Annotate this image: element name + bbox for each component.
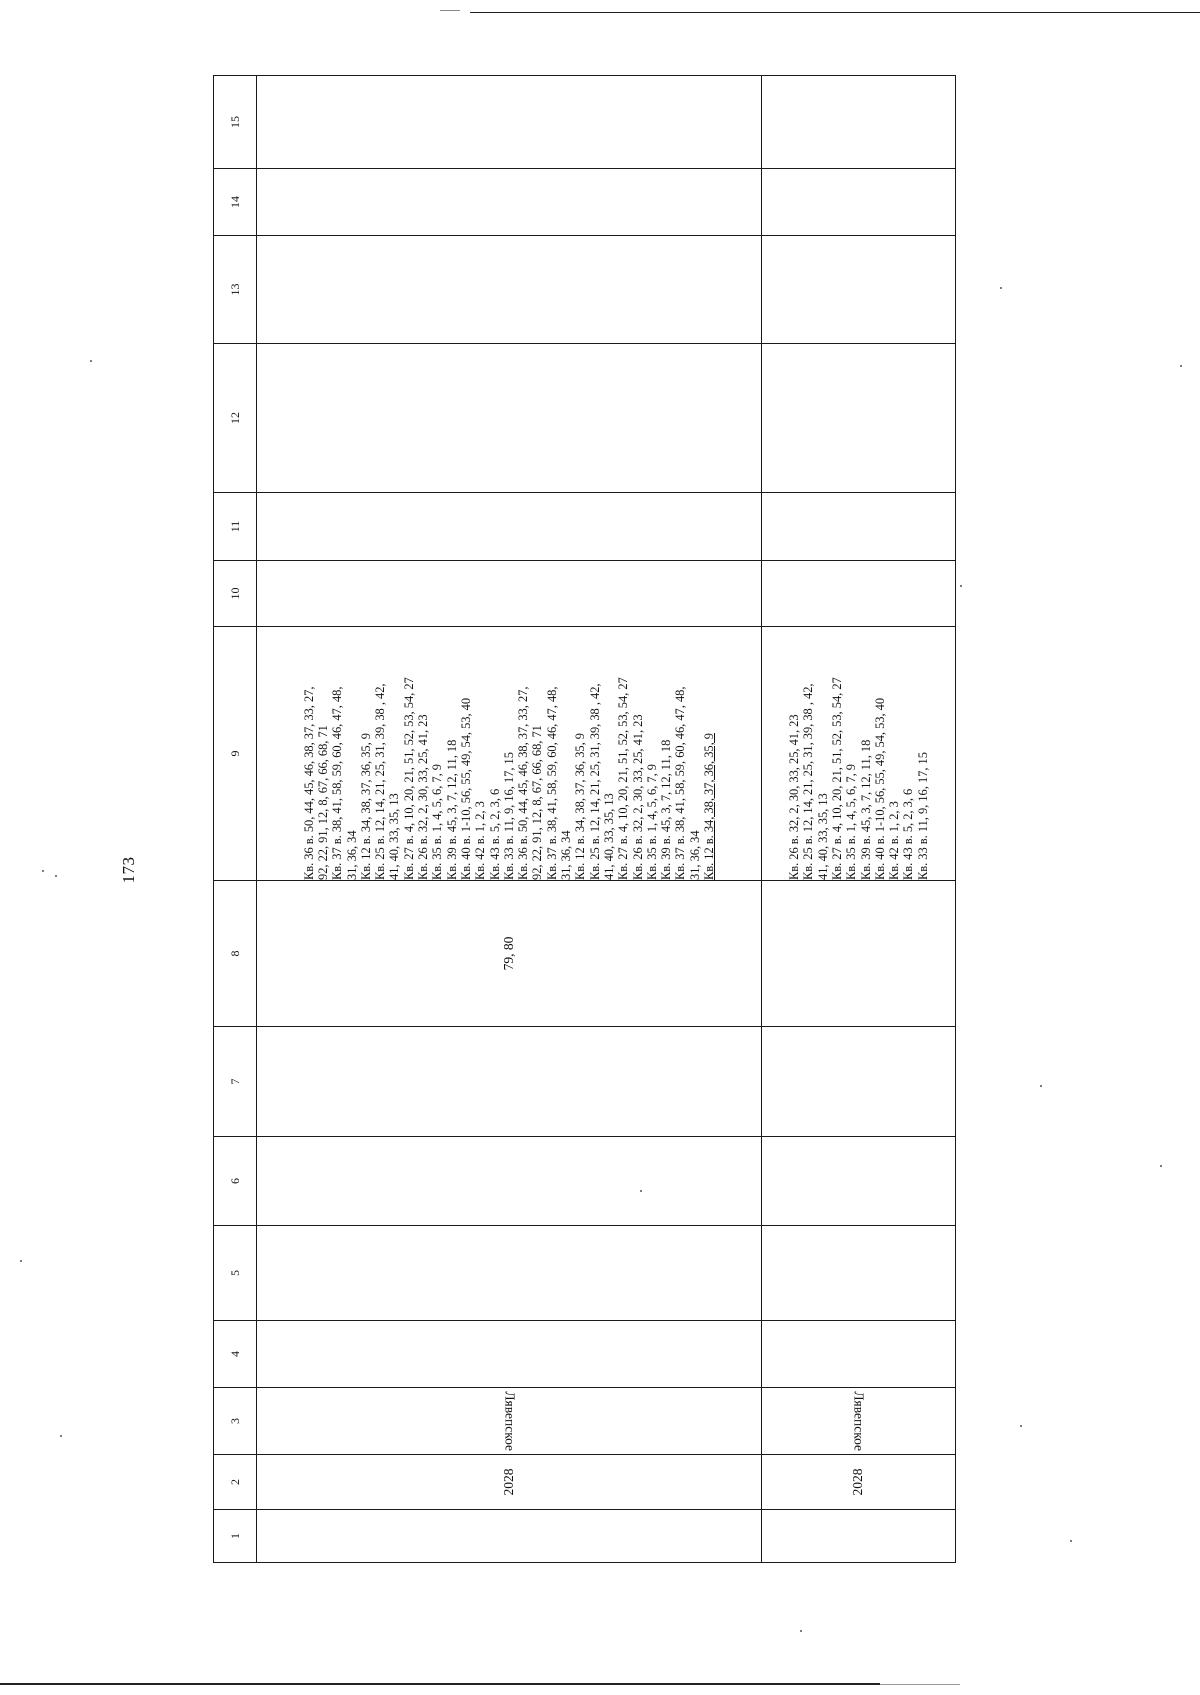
col-number: 6 (214, 1137, 257, 1226)
quarter-line: Кв. 33 в. 11, 9, 16, 17, 15 (501, 752, 516, 880)
quarter-line: Кв. 43 в. 5, 2, 3, 6 (901, 788, 916, 880)
quarter-line: 92, 22, 91, 12, 8, 67, 66, 68, 71 (530, 725, 545, 880)
scan-speck (55, 875, 57, 877)
scan-speck (800, 1630, 802, 1632)
rotated-table-container (213, 116, 956, 1563)
top-edge-line (470, 12, 1200, 13)
col-number: 5 (214, 1226, 257, 1321)
cell-empty (257, 1321, 762, 1388)
quarter-line: Кв. 37 в. 38, 41, 58, 59, 60, 46, 47, 48, (330, 686, 345, 880)
cell-empty (762, 1226, 956, 1321)
quarter-line: Кв. 25 в. 12, 14, 21, 25, 31, 39, 38 , 42, (587, 683, 602, 880)
col-number: 14 (214, 169, 257, 236)
col-number: 4 (214, 1321, 257, 1388)
col-number: 13 (214, 236, 257, 344)
cell-number (257, 1510, 762, 1563)
quarter-line: Кв. 40 в. 1-10, 56, 55, 49, 54, 53, 40 (872, 697, 887, 880)
forestry-name-text: Лявепское (851, 1391, 867, 1451)
cell-empty (762, 344, 956, 493)
scan-speck (1160, 1165, 1162, 1167)
quarter-line: Кв. 25 в. 12, 14, 21, 25, 31, 39, 38 , 42, (801, 683, 816, 880)
scan-speck (1000, 287, 1002, 289)
quarters-list (787, 627, 930, 880)
cell-empty (762, 236, 956, 344)
table-row (762, 76, 956, 1563)
bottom-edge-line-light (880, 1684, 960, 1685)
col-number: 11 (214, 493, 257, 561)
scan-speck (1020, 1425, 1022, 1427)
quarter-line: 31, 36, 34 (344, 830, 359, 880)
quarter-line: Кв. 39 в. 45, 3, 7, 12, 11, 18 (659, 739, 674, 880)
quarter-line: Кв. 35 в. 1, 4, 5, 6, 7, 9 (644, 764, 659, 880)
cell-empty (257, 169, 762, 236)
cell-empty (257, 344, 762, 493)
col-number: 2 (214, 1455, 257, 1510)
cell-empty (762, 1321, 956, 1388)
quarter-line: 31, 36, 34 (687, 830, 702, 880)
cell-empty (257, 1027, 762, 1137)
quarter-line: Кв. 12 в. 34, 38, 37, 36, 35, 9 (358, 733, 373, 880)
quarter-line: 41, 40, 33, 35, 13 (601, 793, 616, 880)
cell-col8 (762, 881, 956, 1027)
cell-empty (257, 493, 762, 561)
cell-quarters (257, 627, 762, 881)
scan-speck (960, 585, 962, 587)
quarter-line: Кв. 33 в. 11, 9, 16, 17, 15 (915, 752, 930, 880)
quarter-line: Кв. 36 в. 50, 44, 45, 46, 38, 37, 33, 27, (516, 686, 531, 880)
col-number: 12 (214, 344, 257, 493)
col-number: 9 (214, 627, 257, 881)
scan-speck (60, 1435, 62, 1437)
cell-empty (257, 236, 762, 344)
register-table (213, 75, 956, 1563)
quarter-line: Кв. 43 в. 5, 2, 3, 6 (487, 788, 502, 880)
forestry-name-text: Лявепское (502, 1391, 518, 1451)
cell-col8: 79, 80 (257, 881, 762, 1027)
quarter-line: Кв. 27 в. 4, 10, 20, 21, 51, 52, 53, 54, 27 (401, 677, 416, 880)
cell-empty (762, 1137, 956, 1226)
quarter-line: Кв. 26 в. 32, 2, 30, 33, 25, 41, 23 (630, 714, 645, 880)
scan-speck (1070, 1540, 1072, 1542)
quarter-line: Кв. 25 в. 12, 14, 21, 25, 31, 39, 38 , 42, (373, 683, 388, 880)
quarter-line: 41, 40, 33, 35, 13 (387, 793, 402, 880)
quarter-line: 31, 36, 34 (559, 830, 574, 880)
quarter-line: Кв. 42 в. 1, 2, 3 (473, 801, 488, 880)
col-number: 1 (214, 1510, 257, 1563)
scan-speck (42, 870, 44, 872)
cell-empty (762, 493, 956, 561)
cell-empty (257, 76, 762, 169)
col-number: 10 (214, 561, 257, 627)
quarter-line: Кв. 27 в. 4, 10, 20, 21, 51, 52, 53, 54, 27 (829, 677, 844, 880)
cell-quarters (762, 627, 956, 881)
quarter-line: 92, 22, 91, 12, 8, 67, 66, 68, 71 (315, 725, 330, 880)
bottom-edge-line (0, 1683, 880, 1685)
scan-speck (1180, 365, 1182, 367)
quarter-line: Кв. 35 в. 1, 4, 5, 6, 7, 9 (844, 764, 859, 880)
cell-year: 2028 (257, 1455, 762, 1510)
quarter-line: Кв. 27 в. 4, 10, 20, 21, 51, 52, 53, 54, 27 (616, 677, 631, 880)
quarter-line: Кв. 37 в. 38, 41, 58, 59, 60, 46, 47, 48, (544, 686, 559, 880)
col-number: 7 (214, 1027, 257, 1137)
quarter-line: Кв. 36 в. 50, 44, 45, 46, 38, 37, 33, 27, (301, 686, 316, 880)
scan-speck (1040, 1085, 1042, 1087)
cell-empty (257, 561, 762, 627)
cell-empty (762, 169, 956, 236)
quarter-line: Кв. 39 в. 45, 3, 7, 12, 11, 18 (858, 739, 873, 880)
quarter-line: Кв. 37 в. 38, 41, 58, 59, 60, 46, 47, 48, (673, 686, 688, 880)
cell-empty (762, 561, 956, 627)
scan-speck (20, 1260, 22, 1262)
cell-empty (257, 1137, 762, 1226)
quarter-line: Кв. 35 в. 1, 4, 5, 6, 7, 9 (430, 764, 445, 880)
col-number: 15 (214, 76, 257, 169)
quarter-line: Кв. 12 в. 34, 38, 37, 36, 35, 9 (702, 733, 716, 880)
col-number: 8 (214, 881, 257, 1027)
quarter-line: Кв. 26 в. 32, 2, 30, 33, 25, 41, 23 (416, 714, 431, 880)
table-row (257, 76, 762, 1563)
cell-empty (257, 1226, 762, 1321)
quarters-list (302, 627, 717, 880)
quarter-line: Кв. 12 в. 34, 38, 37, 36, 35, 9 (573, 733, 588, 880)
cell-empty (762, 1027, 956, 1137)
header-row (214, 76, 257, 1563)
cell-forestry-name (257, 1388, 762, 1455)
quarter-line: Кв. 42 в. 1, 2, 3 (887, 801, 902, 880)
quarter-line: Кв. 39 в. 45, 3, 7, 12, 11, 18 (444, 739, 459, 880)
top-edge-dash (440, 10, 460, 11)
quarter-line: Кв. 40 в. 1-10, 56, 55, 49, 54, 53, 40 (458, 697, 473, 880)
cell-year: 2028 (762, 1455, 956, 1510)
cell-number (762, 1510, 956, 1563)
quarter-line: 41, 40, 33, 35, 13 (815, 793, 830, 880)
col-number: 3 (214, 1388, 257, 1455)
quarter-line: Кв. 26 в. 32, 2, 30, 33, 25, 41, 23 (787, 714, 802, 880)
cell-empty (762, 76, 956, 169)
page-number: 173 (119, 856, 138, 884)
scan-speck (90, 360, 92, 362)
cell-forestry-name (762, 1388, 956, 1455)
